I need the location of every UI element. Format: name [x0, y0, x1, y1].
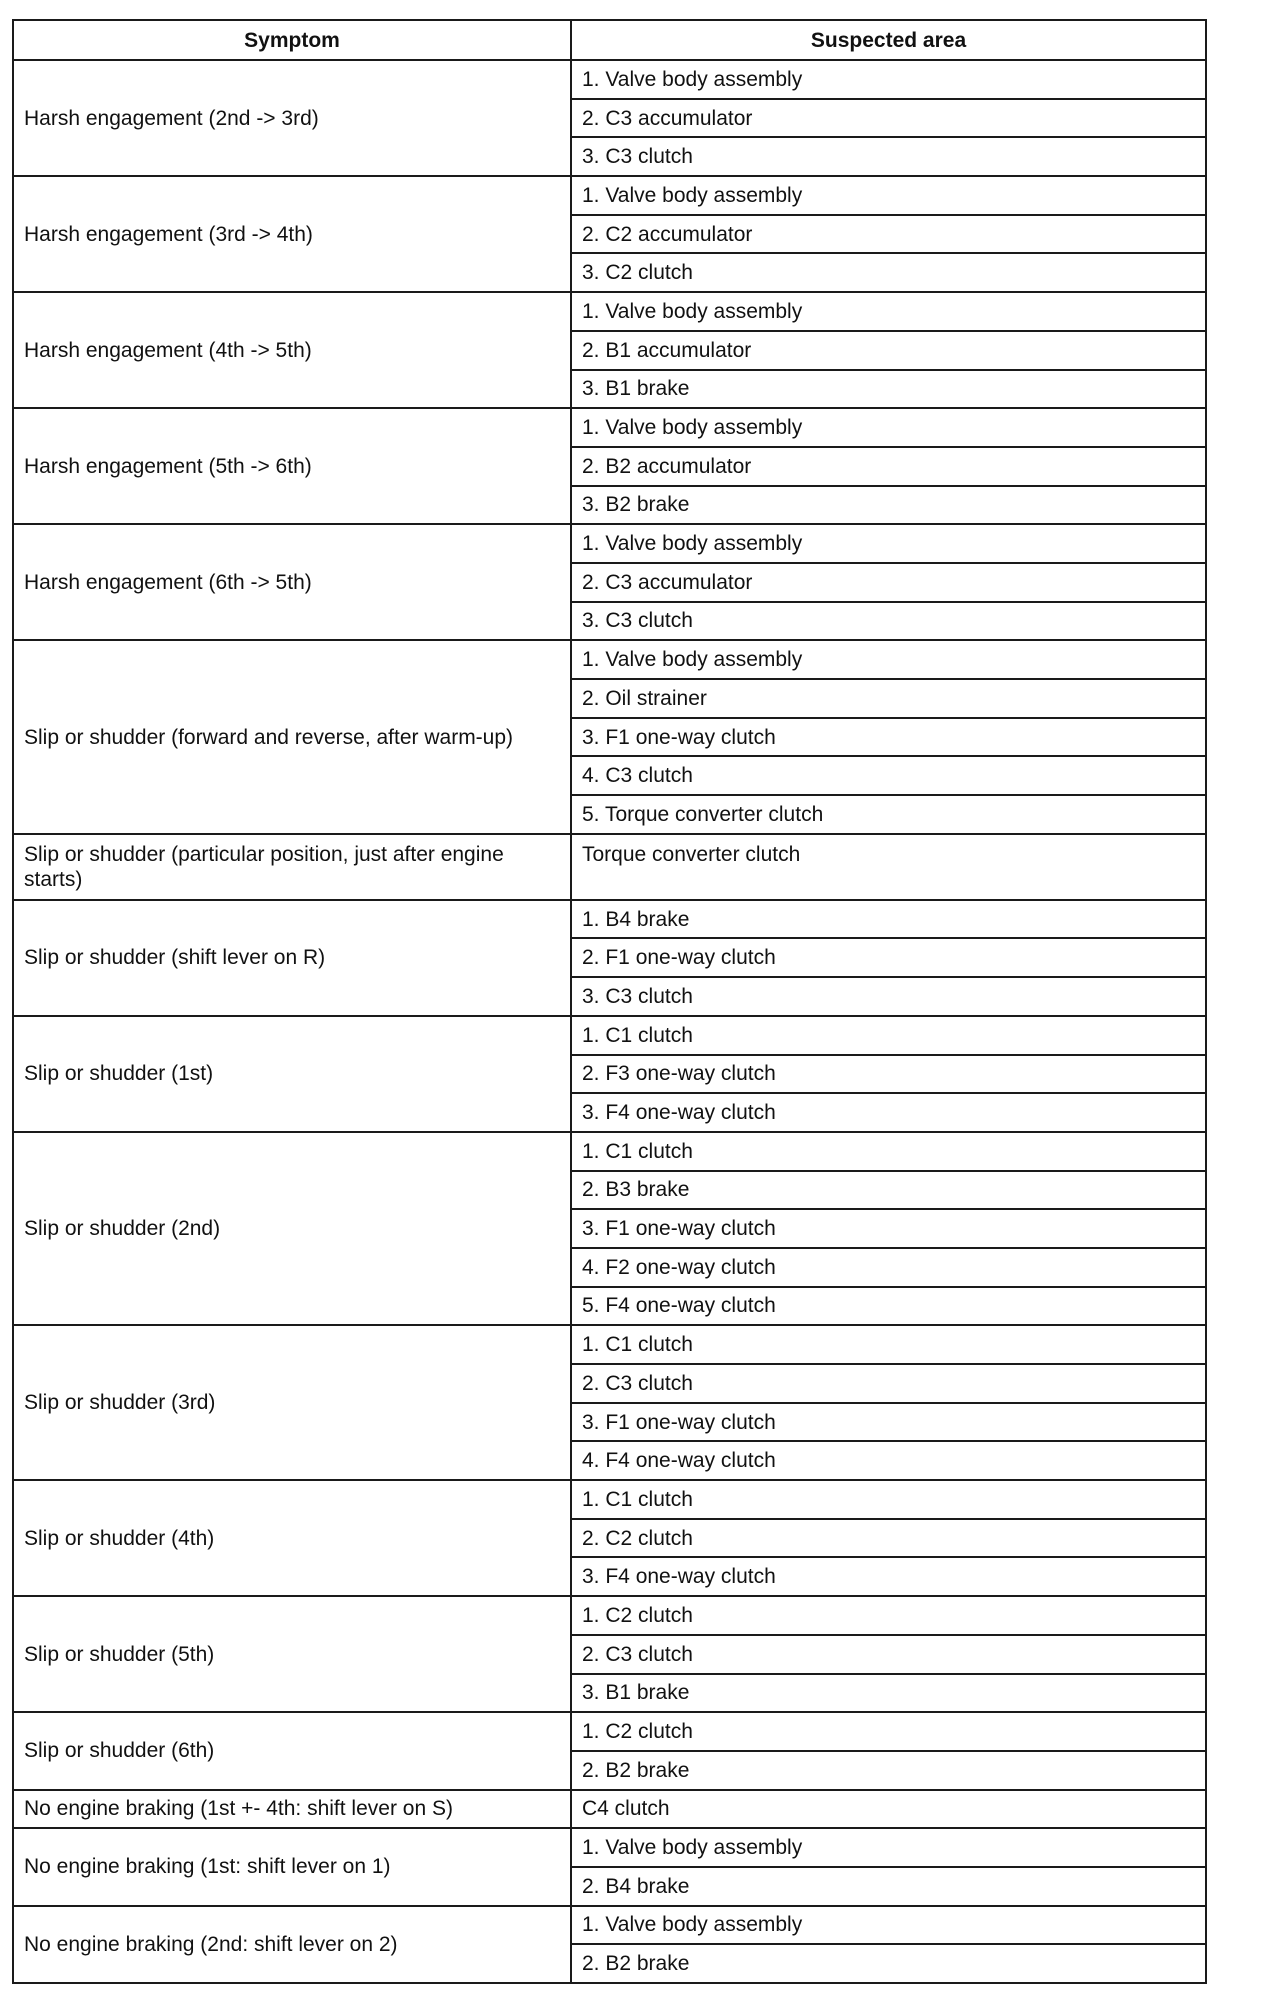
suspected-area-cell: 2. C2 clutch — [571, 1519, 1206, 1558]
symptom-cell: Harsh engagement (2nd -> 3rd) — [13, 60, 571, 176]
header-row — [13, 20, 1206, 60]
symptom-cell: No engine braking (1st +- 4th: shift lever on S) — [13, 1790, 571, 1829]
table-row — [13, 900, 1206, 939]
suspected-area-cell: Torque converter clutch — [571, 834, 1206, 900]
suspected-area-cell: 1. Valve body assembly — [571, 60, 1206, 99]
suspected-area-cell: 4. F4 one-way clutch — [571, 1441, 1206, 1480]
suspected-area-cell: 2. F1 one-way clutch — [571, 938, 1206, 977]
table-row — [13, 1016, 1206, 1055]
suspected-area-cell: 2. C3 clutch — [571, 1364, 1206, 1403]
suspected-area-cell: 2. B4 brake — [571, 1867, 1206, 1906]
table-row — [13, 60, 1206, 99]
table-row — [13, 292, 1206, 331]
suspected-area-cell: 3. B2 brake — [571, 486, 1206, 525]
symptom-cell: Slip or shudder (3rd) — [13, 1325, 571, 1480]
suspected-area-cell: 4. C3 clutch — [571, 756, 1206, 795]
table-row — [13, 176, 1206, 215]
symptom-cell: Harsh engagement (3rd -> 4th) — [13, 176, 571, 292]
suspected-area-cell: 2. C2 accumulator — [571, 215, 1206, 254]
suspected-area-cell: 2. C3 accumulator — [571, 563, 1206, 602]
symptom-cell: Slip or shudder (4th) — [13, 1480, 571, 1596]
table-row — [13, 1132, 1206, 1171]
suspected-area-cell: 2. B2 brake — [571, 1751, 1206, 1790]
suspected-area-cell: 1. C1 clutch — [571, 1016, 1206, 1055]
suspected-area-cell: 2. B1 accumulator — [571, 331, 1206, 370]
suspected-area-cell: 1. Valve body assembly — [571, 524, 1206, 563]
suspected-area-cell: 3. C2 clutch — [571, 253, 1206, 292]
table-row — [13, 1480, 1206, 1519]
suspected-area-cell: 1. Valve body assembly — [571, 640, 1206, 679]
suspected-area-cell: 2. B2 brake — [571, 1944, 1206, 1983]
suspected-area-cell: 1. C1 clutch — [571, 1480, 1206, 1519]
suspected-area-cell: 2. C3 clutch — [571, 1635, 1206, 1674]
suspected-area-cell: 1. Valve body assembly — [571, 408, 1206, 447]
symptom-cell: Slip or shudder (forward and reverse, after warm-up) — [13, 640, 571, 833]
suspected-area-cell: 3. B1 brake — [571, 1674, 1206, 1713]
suspected-area-cell: 1. C2 clutch — [571, 1712, 1206, 1751]
suspected-area-cell: 3. F1 one-way clutch — [571, 718, 1206, 757]
table-row — [13, 1790, 1206, 1829]
suspected-area-cell: 3. C3 clutch — [571, 602, 1206, 641]
table-body — [13, 60, 1206, 1983]
table-row — [13, 1828, 1206, 1867]
table-row — [13, 1325, 1206, 1364]
symptom-cell: Harsh engagement (4th -> 5th) — [13, 292, 571, 408]
suspected-area-cell: 3. F1 one-way clutch — [571, 1403, 1206, 1442]
suspected-area-cell: 1. Valve body assembly — [571, 292, 1206, 331]
symptom-cell: Slip or shudder (particular position, just after engine starts) — [13, 834, 571, 900]
suspected-area-cell: 2. B2 accumulator — [571, 447, 1206, 486]
suspected-area-cell: 1. Valve body assembly — [571, 1828, 1206, 1867]
symptom-cell: Slip or shudder (shift lever on R) — [13, 900, 571, 1016]
suspected-area-cell: 3. C3 clutch — [571, 977, 1206, 1016]
suspected-area-cell: 1. Valve body assembly — [571, 1906, 1206, 1945]
suspected-area-cell: 1. C1 clutch — [571, 1132, 1206, 1171]
table-row — [13, 408, 1206, 447]
suspected-area-cell: 3. F1 one-way clutch — [571, 1209, 1206, 1248]
symptom-cell: Slip or shudder (2nd) — [13, 1132, 571, 1325]
suspected-area-cell: 2. Oil strainer — [571, 679, 1206, 718]
table-row — [13, 524, 1206, 563]
suspected-area-cell: 3. C3 clutch — [571, 137, 1206, 176]
header-suspected-area: Suspected area — [571, 20, 1206, 60]
suspected-area-cell: C4 clutch — [571, 1790, 1206, 1829]
suspected-area-cell: 1. Valve body assembly — [571, 176, 1206, 215]
suspected-area-cell: 3. F4 one-way clutch — [571, 1093, 1206, 1132]
header-symptom: Symptom — [13, 20, 571, 60]
suspected-area-cell: 1. B4 brake — [571, 900, 1206, 939]
symptom-cell: Slip or shudder (5th) — [13, 1596, 571, 1712]
symptom-table — [12, 19, 1207, 1984]
suspected-area-cell: 1. C1 clutch — [571, 1325, 1206, 1364]
suspected-area-cell: 4. F2 one-way clutch — [571, 1248, 1206, 1287]
table-row — [13, 834, 1206, 900]
table-row — [13, 640, 1206, 679]
table-row — [13, 1712, 1206, 1751]
suspected-area-cell: 1. C2 clutch — [571, 1596, 1206, 1635]
table-row — [13, 1906, 1206, 1945]
suspected-area-cell: 2. F3 one-way clutch — [571, 1055, 1206, 1094]
suspected-area-cell: 5. F4 one-way clutch — [571, 1287, 1206, 1326]
table-row — [13, 1596, 1206, 1635]
suspected-area-cell: 2. B3 brake — [571, 1171, 1206, 1210]
symptom-cell: Slip or shudder (1st) — [13, 1016, 571, 1132]
suspected-area-cell: 2. C3 accumulator — [571, 99, 1206, 138]
suspected-area-cell: 3. F4 one-way clutch — [571, 1557, 1206, 1596]
symptom-cell: Harsh engagement (5th -> 6th) — [13, 408, 571, 524]
symptom-cell: No engine braking (1st: shift lever on 1) — [13, 1828, 571, 1905]
symptom-cell: Harsh engagement (6th -> 5th) — [13, 524, 571, 640]
symptom-cell: Slip or shudder (6th) — [13, 1712, 571, 1789]
suspected-area-cell: 3. B1 brake — [571, 370, 1206, 409]
symptom-cell: No engine braking (2nd: shift lever on 2) — [13, 1906, 571, 1983]
suspected-area-cell: 5. Torque converter clutch — [571, 795, 1206, 834]
